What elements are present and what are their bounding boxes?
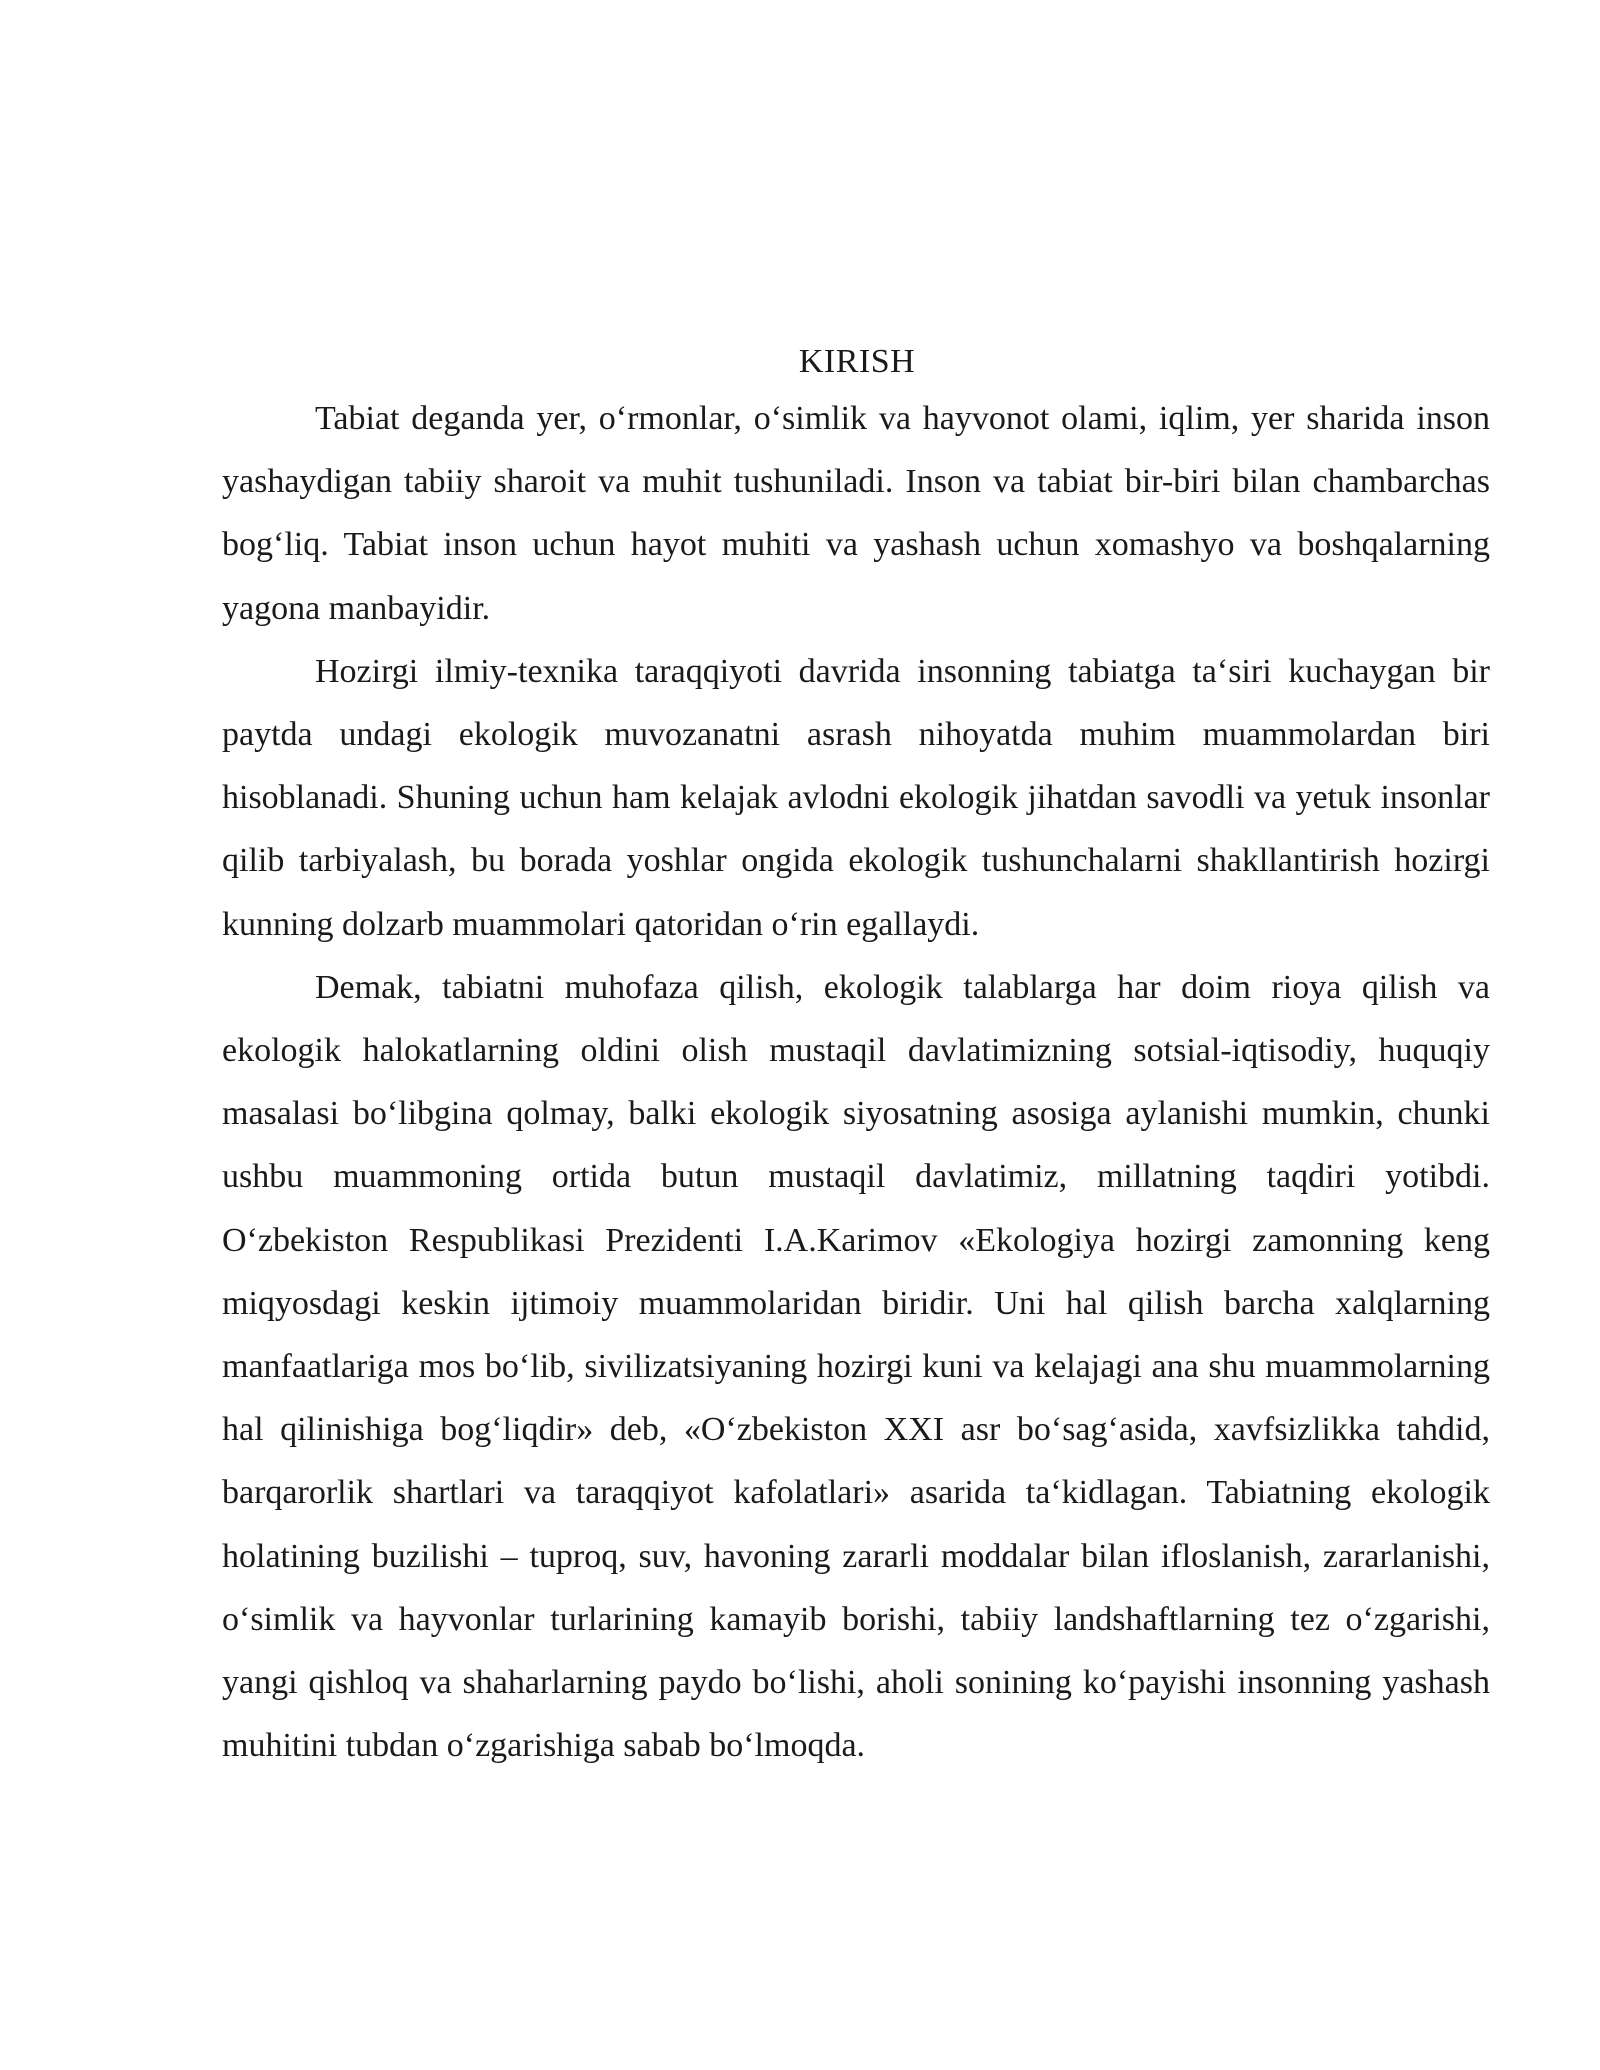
paragraph-2: Hozirgi ilmiy-texnika taraqqiyoti davrida insonning tabiatga ta‘siri kuchaygan bir paytda undagi ekologik muvozanatni asrash nihoyatda muhim muammolardan biri hisoblanadi. Shuning uchun ham kelajak avlodni ekologik jihatdan savodli va yetuk insonlar qilib tarbiyalash, bu borada yoshlar ongida ekologik tushunchalarni shakllantirish hozirgi kunning dolzarb muammolari qatoridan o‘rin egallaydi. [222, 652, 1490, 943]
paragraph-1: Tabiat deganda yer, o‘rmonlar, o‘simlik va hayvonot olami, iqlim, yer sharida inson yashaydigan tabiiy sharoit va muhit tushuniladi. Inson va tabiat bir-biri bilan chambarchas bog‘liq. Tabiat inson uchun hayot muhiti va yashash uchun xomashyo va boshqalarning yagona manbayidir. [222, 400, 1490, 627]
section-heading: KIRISH [798, 343, 916, 380]
paragraph-3: Demak, tabiatni muhofaza qilish, ekologik talablarga har doim rioya qilish va ekologik halokatlarning oldini olish mustaqil davlatimizning sotsial-iqtisodiy, huquqiy masalasi bo‘libgina qolmay, balki ekologik siyosatning asosiga aylanishi mumkin, chunki ushbu muammoning ortida butun mustaqil davlatimiz, millatning taqdiri yotibdi. O‘zbekiston Respublikasi Prezidenti I.A.Karimov «Ekologiya hozirgi zamonning keng miqyosdagi keskin ijtimoiy muammolaridan biridir. Uni hal qilish barcha xalqlarning manfaatlariga mos bo‘lib, sivilizatsiyaning hozirgi kuni va kelajagi ana shu muammolarning hal qilinishiga bog‘liqdir» deb, «O‘zbekiston XXI asr bo‘sag‘asida, xavfsizlikka tahdid, barqarorlik shartlari va taraqqiyot kafolatlari» asarida ta‘kidlagan. Tabiatning ekologik holatining buzilishi – tuproq, suv, havoning zararli moddalar bilan ifloslanish, zararlanishi, o‘simlik va hayvonlar turlarining kamayib borishi, tabiiy landshaftlarning tez o‘zgarishi, yangi qishloq va shaharlarning paydo bo‘lishi, aholi sonining ko‘payishi insonning yashash muhitini tubdan o‘zgarishiga sabab bo‘lmoqda. [222, 968, 1490, 1765]
document-body [222, 336, 1490, 1777]
